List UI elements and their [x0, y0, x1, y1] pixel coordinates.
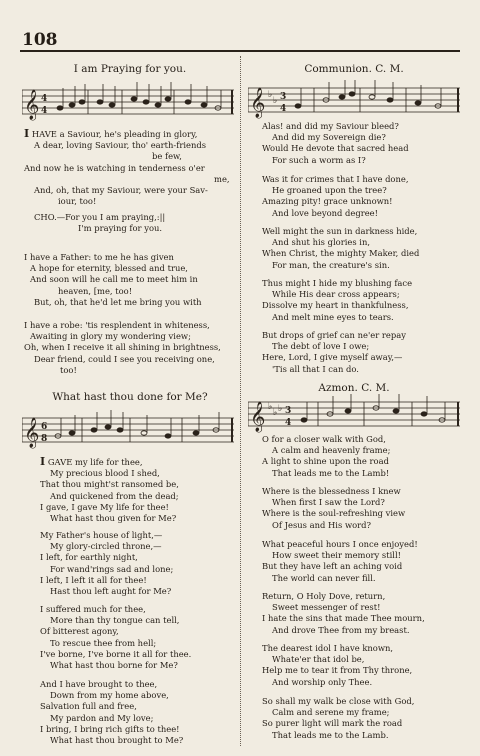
drop-cap: I: [24, 127, 30, 140]
verse-line: Calm and serene my frame;: [272, 707, 390, 718]
verse-line: And drove Thee from my breast.: [272, 624, 410, 635]
verse-line: But, oh, that he'd let me bring you with: [34, 296, 202, 307]
svg-text:𝄞: 𝄞: [250, 88, 266, 118]
verse-line-text: GAVE my life for thee,: [47, 457, 143, 467]
hymn3-verse-5: [262, 330, 462, 375]
verse-line: me,: [214, 173, 230, 184]
verse-line: I suffered much for thee,: [40, 604, 146, 614]
header-rule: [20, 50, 460, 52]
verse-line: I'm praying for you.: [78, 223, 163, 234]
verse-line: I hate the sins that made Thee mourn,: [262, 613, 425, 624]
hymn-title-i-am-praying: I am Praying for you.: [73, 63, 187, 75]
verse-line: O for a closer walk with God,: [262, 434, 386, 444]
music-staff-azmon: [248, 394, 460, 436]
verse-line: What hast thou borne for Me?: [50, 660, 178, 671]
verse-line: I have a Father: to me he has given: [24, 252, 174, 262]
verse-line: [24, 128, 238, 140]
verse-line: Where is the blessedness I knew: [262, 486, 401, 496]
svg-text:4: 4: [280, 104, 287, 114]
verse-line: But drops of grief can ne'er repay: [262, 330, 406, 340]
verse-line: Where is the soul-refreshing view: [262, 508, 406, 519]
music-staff-praying: [22, 82, 234, 126]
hymn1-verse-3: [24, 320, 238, 376]
drop-cap: I: [40, 455, 46, 468]
verse-line: And now he is watching in tenderness o'er: [24, 162, 205, 173]
column-divider: [240, 56, 241, 746]
hymn3-verse-2: [262, 174, 462, 219]
verse-line: I left, for earthly night,: [40, 552, 138, 563]
verse-line: Thus might I hide my blushing face: [262, 278, 413, 288]
verse-line: A light to shine upon the road: [262, 456, 389, 467]
verse-line: While His dear cross appears;: [272, 289, 400, 300]
hymn-title-communion: Communion. C. M.: [304, 63, 404, 75]
verse-line: For such a worm as I?: [272, 154, 366, 165]
verse-line: My glory-circled throne,—: [50, 541, 162, 552]
verse-line: Salvation full and free,: [40, 701, 137, 712]
verse-line: He groaned upon the tree?: [272, 185, 387, 196]
verse-line: And did my Sovereign die?: [272, 132, 386, 143]
hymn1-verse-2: [24, 252, 238, 308]
svg-text:3: 3: [280, 92, 287, 102]
verse-line: For man, the creature's sin.: [272, 259, 390, 270]
svg-text:𝄞: 𝄞: [250, 402, 266, 432]
verse-line: When Christ, the mighty Maker, died: [262, 248, 420, 259]
svg-text:8: 8: [41, 434, 48, 444]
hymn4-verse-4: [262, 591, 472, 636]
verse-line: And I have brought to thee,: [40, 679, 158, 689]
music-staff-communion: [248, 80, 460, 122]
svg-text:♭: ♭: [278, 404, 283, 414]
svg-text:𝄞: 𝄞: [24, 90, 40, 120]
verse-line: My precious blood I shed,: [50, 468, 160, 479]
verse-line: Of bitterest agony,: [40, 626, 119, 637]
hymn4-verse-3: [262, 539, 462, 584]
verse-line: So purer light will mark the road: [262, 718, 403, 729]
verse-line: What hast thou brought to Me?: [50, 735, 184, 746]
svg-text:4: 4: [41, 106, 48, 116]
hymn3-verse-3: [262, 226, 472, 271]
hymn4-verse-5: [262, 643, 462, 688]
verse-line: I left, I left it all for thee!: [40, 574, 147, 585]
verse-line: Return, O Holy Dove, return,: [262, 591, 386, 601]
verse-line: And worship only Thee.: [272, 676, 373, 687]
verse-line: The dearest idol I have known,: [262, 643, 394, 653]
verse-line: Amazing pity! grace unknown!: [262, 196, 393, 207]
hymn4-verse-2: [262, 486, 462, 531]
hymn-title-azmon: Azmon. C. M.: [318, 382, 390, 394]
verse-line: And soon will he call me to meet him in: [30, 274, 198, 285]
svg-text:♭: ♭: [268, 402, 273, 412]
verse-line: Oh, when I receive it all shining in brightness,: [24, 342, 221, 353]
verse-line: Help me to tear it from Thy throne,: [262, 665, 413, 676]
hymn1-chorus: [34, 212, 234, 234]
verse-line: CHO.—For you I am praying,:||: [34, 212, 166, 222]
verse-line: That leads me to the Lamb.: [272, 729, 389, 740]
verse-line: I've borne, I've borne it all for thee.: [40, 648, 192, 659]
verse-line-text: HAVE a Saviour, he's pleading in glory,: [31, 129, 198, 139]
verse-line: be few,: [152, 151, 182, 162]
verse-line: Sweet messenger of rest!: [272, 602, 381, 613]
verse-line: Would He devote that sacred head: [262, 143, 409, 154]
page-number: 108: [22, 30, 58, 50]
verse-line: For wand'rings sad and lone;: [50, 563, 174, 574]
hymn3-verse-1: [262, 121, 462, 166]
hymn1-verse-1: [24, 128, 238, 207]
verse-line: To rescue thee from hell;: [50, 637, 157, 648]
hymn-title-what-hast-thou: What hast thou done for Me?: [52, 391, 208, 403]
verse-line: And, oh, that my Saviour, were your Sav-: [34, 185, 208, 196]
verse-line: I gave, I gave My life for thee!: [40, 501, 169, 512]
verse-line: How sweet their memory still!: [272, 550, 401, 561]
verse-line: 'Tis all that I can do.: [272, 363, 359, 374]
verse-line: I bring, I bring rich gifts to thee!: [40, 723, 180, 734]
svg-text:𝄞: 𝄞: [24, 418, 40, 448]
hymn2-verse-3: [40, 604, 236, 671]
verse-line: What hast thou given for Me?: [50, 513, 177, 524]
verse-line: The world can never fill.: [272, 572, 376, 583]
verse-line: A dear, loving Saviour, tho' earth-friends: [34, 140, 207, 151]
verse-line: Awaiting in glory my wondering view;: [30, 331, 191, 342]
verse-line: iour, too!: [58, 196, 97, 207]
verse-line: Of Jesus and His word?: [272, 519, 372, 530]
verse-line: A calm and heavenly frame;: [272, 445, 391, 456]
verse-line: I have a robe: 'tis resplendent in whiteness,: [24, 320, 210, 330]
verse-line: Dear friend, could I see you receiving one,: [34, 353, 215, 364]
verse-line: My pardon and My love;: [50, 712, 154, 723]
verse-line: So shall my walk be close with God,: [262, 696, 415, 706]
verse-line: Here, Lord, I give myself away,—: [262, 352, 403, 363]
verse-line: Whate'er that idol be,: [272, 654, 365, 665]
verse-line: And melt mine eyes to tears.: [272, 311, 394, 322]
verse-line: heaven, [me, too!: [58, 285, 133, 296]
verse-line: [40, 456, 236, 468]
verse-line: That thou might'st ransomed be,: [40, 479, 179, 490]
verse-line: And shut his glories in,: [272, 237, 371, 248]
verse-line: A hope for eternity, blessed and true,: [30, 263, 188, 274]
verse-line: That leads me to the Lamb!: [272, 467, 390, 478]
verse-line: too!: [60, 364, 77, 375]
music-staff-what-hast-thou: [22, 410, 234, 452]
svg-text:♭: ♭: [273, 96, 278, 106]
verse-line: Down from my home above,: [50, 690, 169, 701]
hymn2-verse-4: [40, 679, 236, 746]
verse-line: My Father's house of light,—: [40, 530, 163, 540]
verse-line: The debt of love I owe;: [272, 341, 370, 352]
verse-line: Was it for crimes that I have done,: [262, 174, 409, 184]
verse-line: What peaceful hours I once enjoyed!: [262, 539, 418, 549]
hymn2-verse-2: [40, 530, 236, 597]
svg-text:4: 4: [41, 94, 48, 104]
svg-text:♭: ♭: [273, 408, 278, 418]
verse-line: And quickened from the dead;: [50, 490, 179, 501]
verse-line: Hast thou left aught for Me?: [50, 586, 172, 597]
hymn3-verse-4: [262, 278, 462, 323]
verse-line: Alas! and did my Saviour bleed?: [262, 121, 399, 131]
verse-line: And love beyond degree!: [272, 207, 379, 218]
hymn4-verse-6: [262, 696, 472, 741]
hymn2-verse-1: [40, 456, 236, 524]
verse-line: More than thy tongue can tell,: [50, 615, 180, 626]
verse-line: Well might the sun in darkness hide,: [262, 226, 418, 236]
svg-text:♭: ♭: [268, 90, 273, 100]
verse-line: Dissolve my heart in thankfulness,: [262, 300, 409, 311]
svg-text:6: 6: [41, 422, 48, 432]
verse-line: When first I saw the Lord?: [272, 497, 385, 508]
svg-text:4: 4: [285, 418, 292, 428]
hymn4-verse-1: [262, 434, 462, 479]
svg-text:3: 3: [285, 406, 292, 416]
verse-line: But they have left an aching void: [262, 561, 403, 572]
